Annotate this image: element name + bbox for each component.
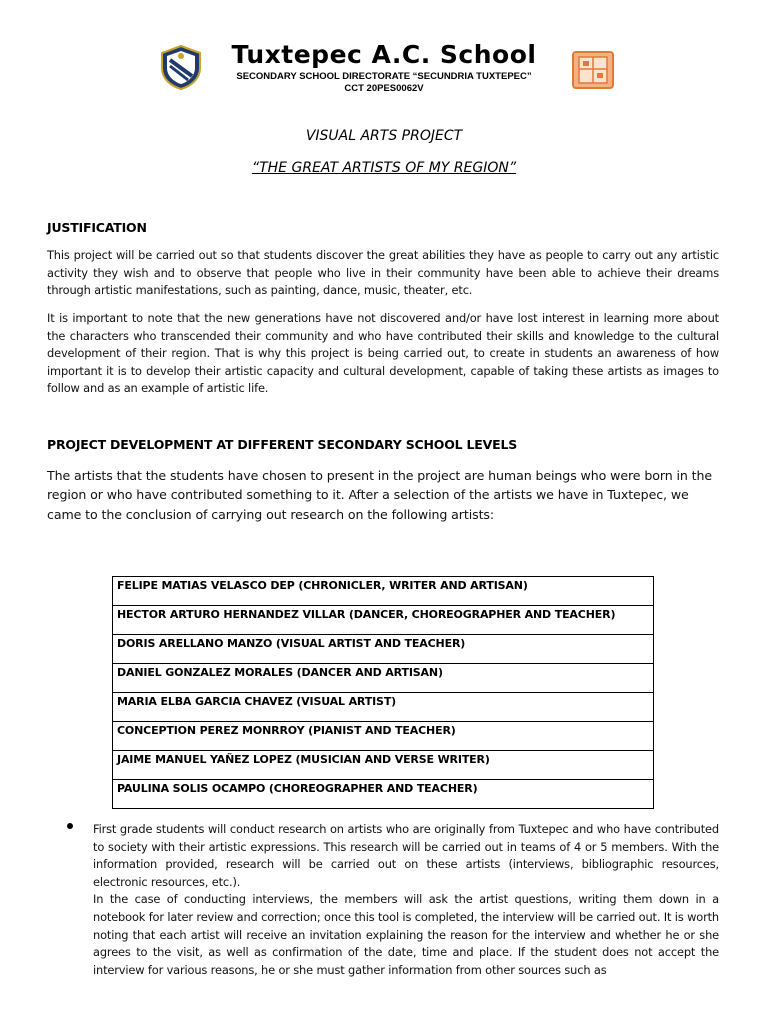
bullet-paragraph-1: First grade students will conduct research on artists who are originally from Tuxtepec and who have contributed to society with their artistic expressions. This research will be carried out in teams of 4 or 5 members. With the information provided, research will be carried out on these artists (interviews, bibliographic resources, electronic resources, etc.). — [93, 822, 719, 889]
artist-cell: MARIA ELBA GARCIA CHAVEZ (VISUAL ARTIST) — [113, 693, 654, 722]
table-row — [113, 577, 654, 606]
project-subtitle: “THE GREAT ARTISTS OF MY REGION” — [251, 160, 517, 176]
development-intro: The artists that the students have chosen to present in the project are human beings who were born in the region or who have contributed something to it. After a selection of the artists we have in Tuxtepec, we came to the conclusion of carrying out research on the following artists: — [47, 468, 713, 522]
artist-cell: JAIME MANUEL YAÑEZ LOPEZ (MUSICIAN AND VERSE WRITER) — [113, 751, 654, 780]
table-row — [113, 722, 654, 751]
justification-heading: JUSTIFICATION — [47, 220, 147, 235]
table-row — [113, 693, 654, 722]
school-name: Tuxtepec A.C. School — [231, 40, 537, 69]
project-title: VISUAL ARTS PROJECT — [305, 128, 463, 144]
cct-code: CCT 20PES0062V — [344, 83, 424, 94]
table-row — [113, 606, 654, 635]
table-row — [113, 780, 654, 809]
document-header — [0, 38, 768, 102]
first-grade-bullet — [93, 821, 719, 979]
artist-cell: HECTOR ARTURO HERNANDEZ VILLAR (DANCER, CHOREOGRAPHER AND TEACHER) — [113, 606, 654, 635]
justification-paragraph-2: It is important to note that the new generations have not discovered and/or have lost interest in learning more about the characters who transcended their community and who have contributed their skills and knowledge to the cultural development of their region. That is why this project is being carried out, to create in students an awareness of how important it is to develop their artistic capacity and cultural development, capable of taking these artists as images to follow and as an example of artistic life. — [47, 311, 719, 396]
development-heading: PROJECT DEVELOPMENT AT DIFFERENT SECONDARY SCHOOL LEVELS — [47, 437, 518, 452]
artist-cell: DANIEL GONZALEZ MORALES (DANCER AND ARTISAN) — [113, 664, 654, 693]
book-emblem-icon — [571, 50, 615, 90]
artist-cell: PAULINA SOLIS OCAMPO (CHOREOGRAPHER AND TEACHER) — [113, 780, 654, 809]
artists-table — [112, 576, 654, 809]
bullet-icon — [67, 823, 73, 829]
table-row — [113, 751, 654, 780]
artist-cell: FELIPE MATIAS VELASCO DEP (CHRONICLER, WRITER AND ARTISAN) — [113, 577, 654, 606]
table-row — [113, 664, 654, 693]
justification-paragraph-1: This project will be carried out so that students discover the great abilities they have as people to carry out any artistic activity they wish and to observe that people who live in their community have been able to achieve their dreams through artistic manifestations, such as painting, dance, music, theater, etc. — [47, 248, 719, 298]
artist-cell: CONCEPTION PEREZ MONRROY (PIANIST AND TEACHER) — [113, 722, 654, 751]
directorate-line: SECONDARY SCHOOL DIRECTORATE “SECUNDRIA TUXTEPEC” — [236, 71, 532, 82]
artist-cell: DORIS ARELLANO MANZO (VISUAL ARTIST AND TEACHER) — [113, 635, 654, 664]
bullet-paragraph-2: In the case of conducting interviews, the members will ask the artist questions, writing them down in a notebook for later review and correction; once this tool is completed, the interview will be carried out. It is worth noting that each artist will receive an invitation explaining the reason for the interview and whether he or she agrees to the visit, as well as confirmation of the date, time and place. If the student does not accept the interview for various reasons, he or she must gather information from other sources such as — [93, 892, 719, 977]
table-row — [113, 635, 654, 664]
